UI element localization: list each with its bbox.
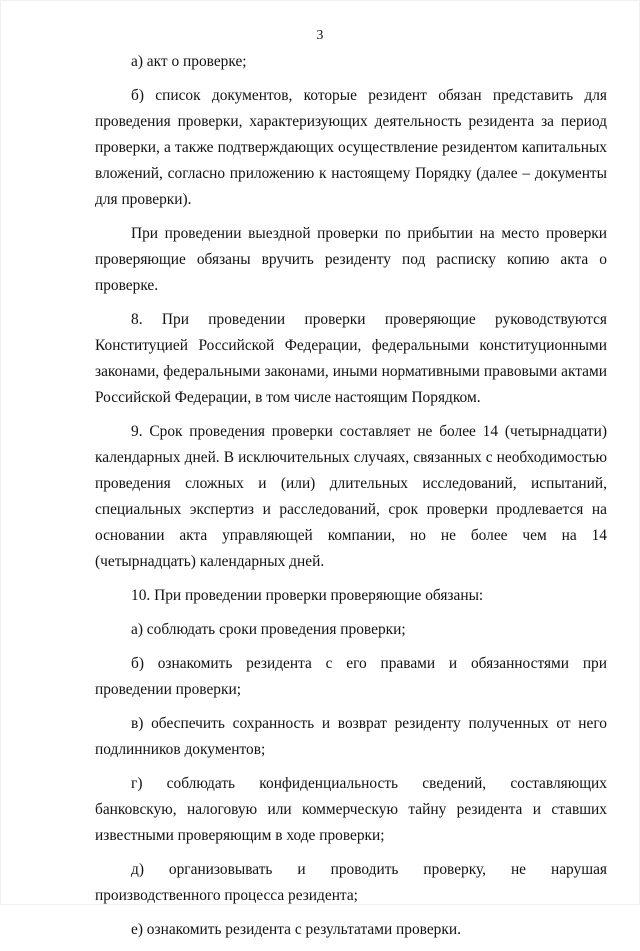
paragraph-a-act: а) акт о проверке; [131,53,247,70]
document-body [95,49,607,951]
paragraph-onsite-inspection: При проведении выездной проверки по прибытии на место проверки проверяющие обязаны вручить резиденту под расписку копию акта о проверке. [95,225,607,294]
paragraph-10-v: в) обеспечить сохранность и возврат резиденту полученных от него подлинников документов; [95,715,607,758]
paragraph-10-e: е) ознакомить резидента с результатами проверки. [131,921,461,938]
paragraph-10-b: б) ознакомить резидента с его правами и обязанностями при проведении проверки; [95,655,607,698]
page-number: 3 [316,28,324,43]
paragraph-8: 8. При проведении проверки проверяющие руководствуются Конституцией Российской Федерации, федеральными конституционными законами, федеральными законами, иными нормативными правовыми актами Российской Федерации, в том числе настоящим Порядком. [95,311,607,406]
paragraph-9: 9. Срок проведения проверки составляет не более 14 (четырнадцати) календарных дней. В исключительных случаях, связанных с необходимостью проведения сложных и (или) длительных исследований, испытаний, специальных экспертиз и расследований, срок проверки продлевается на основании акта управляющей компании, но не более чем на 14 (четырнадцать) календарных дней. [95,423,607,570]
paragraph-10: 10. При проведении проверки проверяющие обязаны: [131,587,484,604]
paragraph-10-d: д) организовывать и проводить проверку, не нарушая производственного процесса резидента; [95,861,607,904]
paragraph-10-g: г) соблюдать конфиденциальность сведений, составляющих банковскую, налоговую или коммерческую тайну резидента и ставших известными проверяющим в ходе проверки; [95,775,607,844]
paragraph-10-a: а) соблюдать сроки проведения проверки; [131,621,406,638]
paragraph-b-documents-list: б) список документов, которые резидент обязан представить для проведения проверки, характеризующих деятельность резидента за период проверки, а также подтверждающих осуществление резидентом капитальных вложений, согласно приложению к настоящему Порядку (далее – документы для проверки). [95,87,607,208]
